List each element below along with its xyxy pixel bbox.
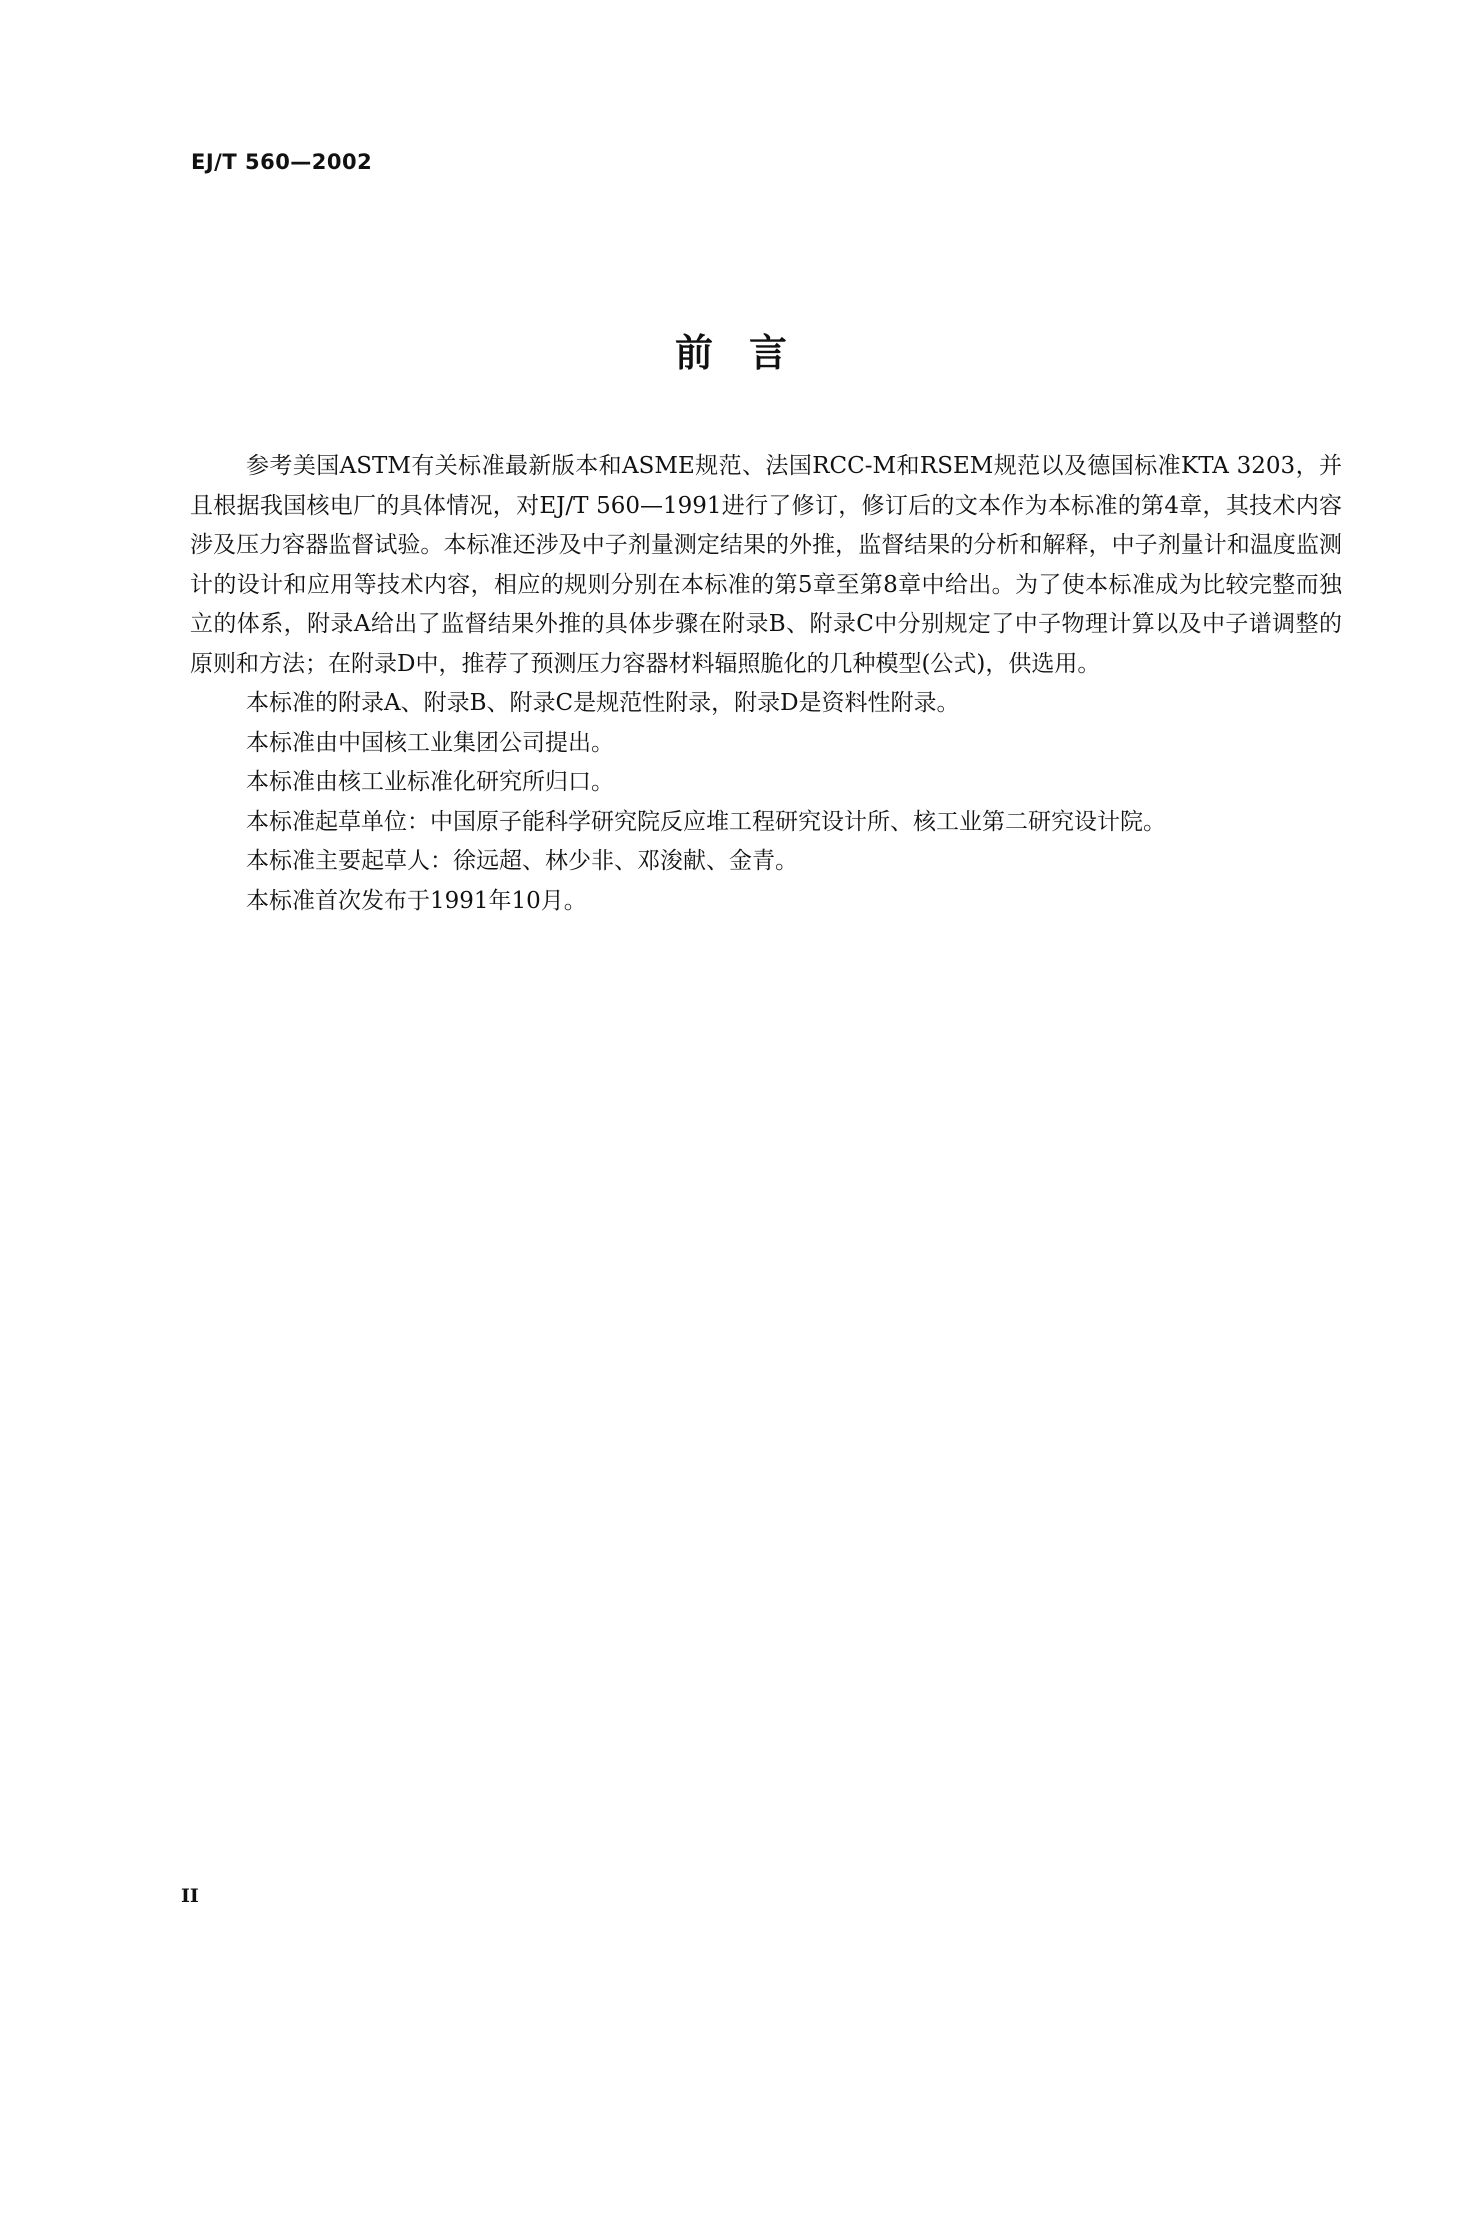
foreword-body [190, 447, 1342, 921]
paragraph-main-drafters: 本标准主要起草人：徐远超、林少非、邓浚献、金青。 [246, 848, 798, 874]
paragraph-centralized-by: 本标准由核工业标准化研究所归口。 [246, 769, 614, 795]
paragraph-first-issued: 本标准首次发布于1991年10月。 [246, 887, 587, 914]
paragraph-drafting-organizations: 本标准起草单位：中国原子能科学研究院反应堆工程研究设计所、核工业第二研究设计院。 [246, 808, 1166, 835]
paragraph-annex-types: 本标准的附录A、附录B、附录C是规范性附录，附录D是资料性附录。 [246, 690, 960, 716]
standard-number: EJ/T 560—2002 [191, 150, 373, 174]
paragraph-proposed-by: 本标准由中国核工业集团公司提出。 [246, 729, 614, 756]
paragraph-revision-scope: 参考美国ASTM有关标准最新版本和ASME规范、法国RCC-M和RSEM规范以及德国标准KTA 3203，并且根据我国核电厂的具体情况，对EJ/T 560—1991进行了修订，修订后的文本作为本标准的第4章，其技术内容涉及压力容器监督试验。本标准还涉及中子剂量测定结果的外推，监督结果的分析和解释，中子剂量计和温度监测计的设计和应用等技术内容，相应的规则分别在本标准的第5章至第8章中给出。为了使本标准成为比较完整而独立的体系，附录A给出了监督结果外推的具体步骤在附录B、附录C中分别规定了中子物理计算以及中子谱调整的原则和方法；在附录D中，推荐了预测压力容器材料辐照脆化的几种模型(公式)，供选用。 [190, 453, 1342, 677]
page-title: 前言 [674, 331, 823, 375]
page-number: II [181, 1885, 199, 1907]
